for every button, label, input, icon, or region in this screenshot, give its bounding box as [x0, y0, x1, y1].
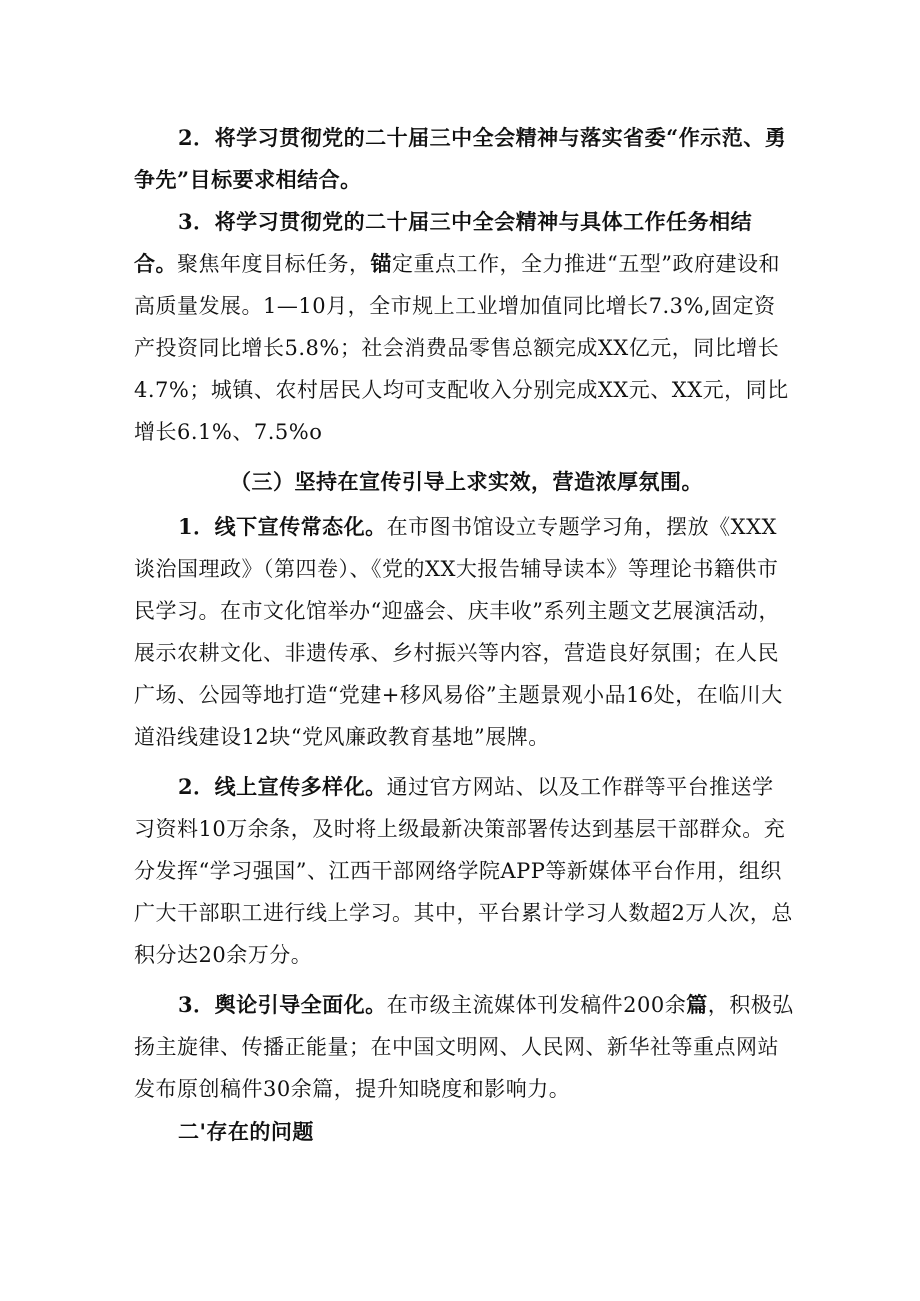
section-3-paragraph-1: [134, 506, 794, 758]
section-3-p3-body-b: ，积极弘扬主旋律、传播正能量；在中国文明网、人民网、新华社等重点网站发布原创稿件30余篇，提升知晓度和影响力。: [134, 993, 794, 1101]
section-2-heading: 二'存在的问题: [178, 1119, 314, 1144]
section-3-paragraph-2: [134, 766, 794, 976]
section-3-p3-body-a: 在市级主流媒体刊发稿件200余: [386, 993, 687, 1017]
item-3-body-b: 定重点工作，全力推进“五型”政府建设和高质量发展。1—10月，全市规上工业增加值同比增长7.3%,固定资产投资同比增长5.8%；社会消费品零售总额完成XX亿元，同比增长4.7%；城镇、农村居民人均可支配收入分别完成XX元、XX元，同比增长6.1%、7.5%o: [134, 252, 789, 444]
section-3-p3-lead: 3．舆论引导全面化。: [178, 992, 387, 1017]
item-2-paragraph: [134, 117, 794, 201]
item-3-paragraph: [134, 201, 794, 453]
section-3-p1-body: 在市图书馆设立专题学习角，摆放《XXX谈治国理政》（第四卷）、《党的XX大报告辅导读本》等理论书籍供市民学习。在市文化馆举办“迎盛会、庆丰收”系列主题文艺展演活动，展示农耕文化、非遗传承、乡村振兴等内容，营造良好氛围；在人民广场、公园等地打造“党建+移风易俗”主题景观小品16处，在临川大道沿线建设12块“党风廉政教育基地”展牌。: [134, 515, 783, 749]
section-3-p2-lead: 2．线上宣传多样化。: [178, 774, 387, 799]
section-3-heading: （三）坚持在宣传引导上求实效，营造浓厚氛围。: [230, 469, 703, 494]
section-3-p2-body: 通过官方网站、以及工作群等平台推送学习资料10万余条，及时将上级最新决策部署传达到基层干部群众。充分发挥“学习强国”、江西干部网络学院APP等新媒体平台作用，组织广大干部职工进行线上学习。其中，平台累计学习人数超2万人次，总积分达20余万分。: [134, 775, 793, 967]
item-2-text: 2．将学习贯彻党的二十届三中全会精神与落实省委“作示范、勇争先”目标要求相结合。: [134, 125, 787, 192]
item-3-heading: 3．将学习贯彻党的二十届三中全会精神与具体工作任务相结合。: [134, 209, 753, 276]
section-3-p1-lead: 1．线下宣传常态化。: [178, 514, 387, 539]
item-3-body-bold: 锚: [370, 251, 392, 276]
item-3-body-a: 聚焦年度目标任务，: [177, 252, 371, 276]
section-3-p3-body-bold: 篇: [686, 992, 708, 1017]
section-3-paragraph-3: [134, 984, 794, 1110]
